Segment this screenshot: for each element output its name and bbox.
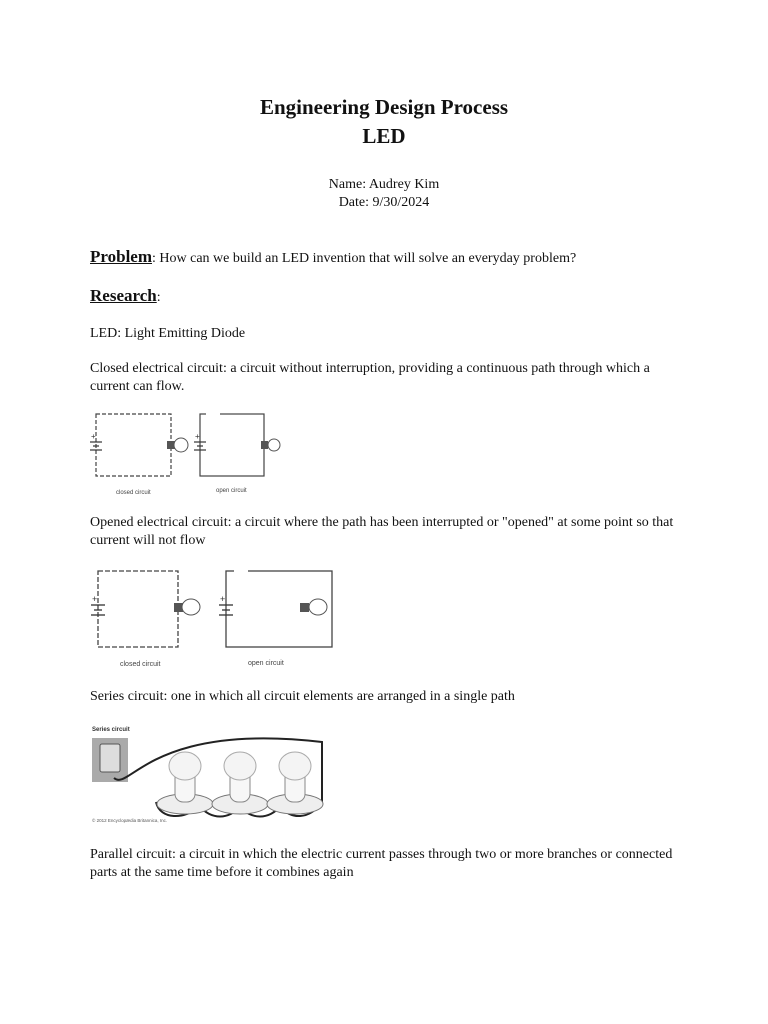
circuit-figure-1	[88, 408, 318, 500]
parallel-circuit-definition: Parallel circuit: a circuit in which the electric current passes through two or more branches or connected parts at the same time before it combines again	[90, 847, 673, 880]
svg-text:+: +	[220, 594, 226, 604]
series-figure-credit: © 2012 Encyclopædia Britannica, Inc.	[92, 818, 168, 823]
closed-circuit-definition: Closed electrical circuit: a circuit without interruption, providing a continuous path through which a current can flow.	[90, 361, 650, 394]
problem-text: : How can we build an LED invention that will solve an everyday problem?	[152, 251, 577, 266]
research-heading-colon: :	[156, 290, 161, 305]
bulb-icon	[157, 752, 213, 814]
svg-text:+: +	[195, 432, 200, 441]
problem-heading: Problem	[90, 247, 153, 266]
open-circuit-caption: open circuit	[216, 488, 247, 494]
outlet-icon	[100, 744, 120, 772]
bulb-icon	[300, 599, 327, 615]
closed-circuit-wire	[98, 571, 178, 647]
bulb-icon	[267, 752, 323, 814]
open-circuit-wire	[200, 414, 264, 476]
bulb-icon	[212, 752, 268, 814]
document-title: Engineering Design Process	[259, 95, 509, 119]
bulb-icon	[167, 438, 188, 452]
series-figure-title: Series circuit	[92, 727, 130, 733]
circuit-figure-2	[88, 565, 338, 670]
led-definition: LED: Light Emitting Diode	[90, 326, 246, 341]
research-heading: Research	[90, 286, 157, 305]
document-subtitle: LED	[362, 124, 406, 148]
svg-text:+: +	[91, 432, 96, 441]
series-circuit-definition: Series circuit: one in which all circuit elements are arranged in a single path	[90, 689, 515, 704]
research-heading-line	[90, 287, 680, 307]
closed-circuit-caption: closed circuit	[120, 661, 161, 668]
series-circuit-figure	[90, 722, 330, 826]
opened-circuit-definition: Opened electrical circuit: a circuit where the path has been interrupted or "opened" at some point so that current will not flow	[90, 515, 674, 548]
closed-circuit-wire	[96, 414, 171, 476]
closed-circuit-caption: closed circuit	[116, 490, 151, 496]
problem-paragraph	[90, 248, 680, 268]
document-date: Date: 9/30/2024	[338, 195, 430, 210]
author-name: Name: Audrey Kim	[328, 177, 440, 192]
svg-text:+: +	[92, 594, 98, 604]
open-circuit-caption: open circuit	[248, 660, 284, 667]
